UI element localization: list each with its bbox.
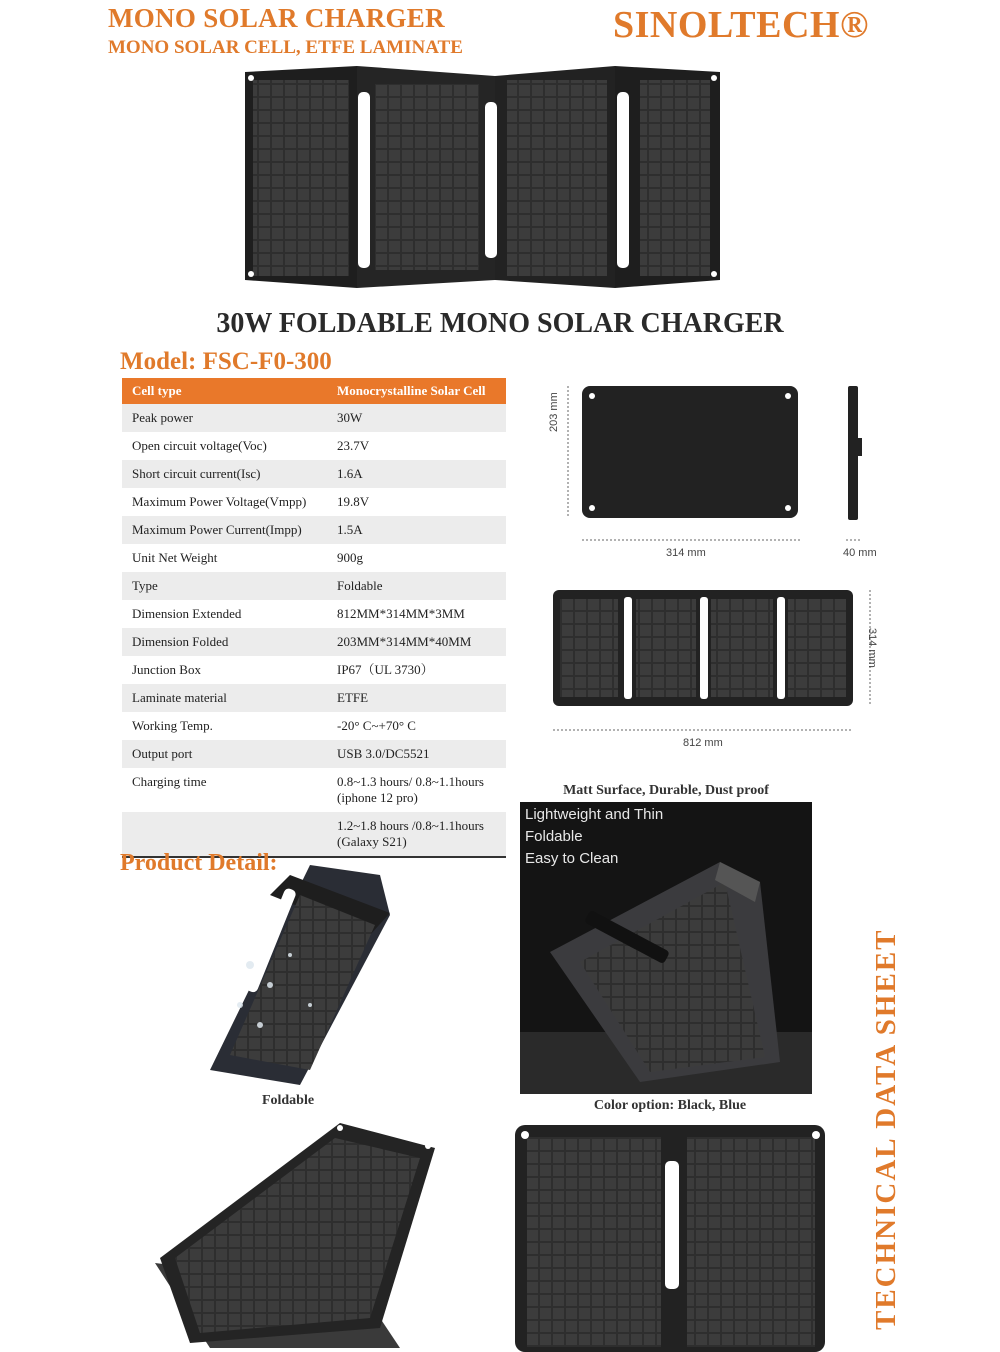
spec-row	[122, 572, 506, 600]
spec-key: Maximum Power Voltage(Vmpp)	[122, 488, 327, 516]
spec-key: Dimension Extended	[122, 600, 327, 628]
spec-value: -20° C~+70° C	[327, 712, 506, 740]
spec-header-key: Cell type	[122, 378, 327, 404]
spec-row	[122, 740, 506, 768]
spec-row	[122, 712, 506, 740]
spec-header-row	[122, 378, 506, 404]
product-detail-heading: Product Detail:	[120, 850, 278, 876]
spec-row	[122, 488, 506, 516]
spec-key: Laminate material	[122, 684, 327, 712]
spec-row	[122, 768, 506, 812]
spec-key: Short circuit current(Isc)	[122, 460, 327, 488]
matt-surface-photo	[520, 802, 812, 1094]
spec-value: 1.2~1.8 hours /0.8~1.1hours (Galaxy S21)	[327, 812, 506, 857]
caption-matt-surface: Matt Surface, Durable, Dust proof	[563, 783, 769, 798]
folded-dimension-drawing	[548, 378, 893, 563]
model-label: Model: FSC-F0-300	[120, 348, 332, 375]
folded-width-label: 314 mm	[666, 547, 706, 559]
spec-value: 30W	[327, 404, 506, 432]
extended-width-label: 812 mm	[683, 737, 723, 749]
spec-row	[122, 404, 506, 432]
spec-value: ETFE	[327, 684, 506, 712]
spec-key: Junction Box	[122, 656, 327, 684]
spec-key: Working Temp.	[122, 712, 327, 740]
spec-key: Maximum Power Current(Impp)	[122, 516, 327, 544]
spec-key: Type	[122, 572, 327, 600]
unfolded-charger-image	[245, 58, 720, 294]
spec-row	[122, 516, 506, 544]
spec-header-value: Monocrystalline Solar Cell	[327, 378, 506, 404]
header-subtitle: MONO SOLAR CELL, ETFE LAMINATE	[108, 37, 463, 58]
spec-row	[122, 628, 506, 656]
spec-key: Dimension Folded	[122, 628, 327, 656]
caption-color-option: Color option: Black, Blue	[593, 1098, 747, 1113]
folded-panel-front	[582, 386, 798, 518]
spec-key: Output port	[122, 740, 327, 768]
spec-value: 900g	[327, 544, 506, 572]
folded-thickness-label: 40 mm	[843, 547, 877, 559]
spec-row	[122, 432, 506, 460]
spec-row	[122, 460, 506, 488]
folded-panel-side	[848, 386, 858, 520]
spec-value: 19.8V	[327, 488, 506, 516]
spec-row	[122, 684, 506, 712]
panel-group	[245, 66, 720, 288]
extended-dimension-drawing	[548, 585, 893, 745]
spec-row	[122, 544, 506, 572]
spec-value: IP67（UL 3730）	[327, 656, 506, 684]
spec-table	[122, 378, 506, 858]
feature-easy-clean: Easy to Clean	[525, 850, 619, 867]
technical-data-sheet-label: TECHNICAL DATA SHEET	[870, 928, 902, 1330]
feature-lightweight: Lightweight and Thin	[525, 806, 664, 823]
spec-value: Foldable	[327, 572, 506, 600]
spec-key: Open circuit voltage(Voc)	[122, 432, 327, 460]
color-option-photo	[513, 1125, 828, 1352]
spec-key: Peak power	[122, 404, 327, 432]
spec-value: USB 3.0/DC5521	[327, 740, 506, 768]
spec-value: 1.6A	[327, 460, 506, 488]
caption-foldable: Foldable	[261, 1093, 315, 1108]
spec-key: Charging time	[122, 768, 327, 812]
feature-foldable: Foldable	[525, 828, 583, 845]
spec-value: 23.7V	[327, 432, 506, 460]
spec-value: 1.5A	[327, 516, 506, 544]
brand-logo: SINOLTECH®	[613, 4, 869, 46]
water-splash-photo	[170, 855, 395, 1090]
main-title: 30W FOLDABLE MONO SOLAR CHARGER	[216, 308, 784, 339]
spec-value: 0.8~1.3 hours/ 0.8~1.1hours (iphone 12 pro)	[327, 768, 506, 812]
spec-row	[122, 600, 506, 628]
folded-height-label: 203 mm	[548, 392, 560, 432]
spec-value: 203MM*314MM*40MM	[327, 628, 506, 656]
extended-height-label: 314 mm	[866, 628, 878, 668]
open-charger-photo	[150, 1118, 440, 1348]
spec-value: 812MM*314MM*3MM	[327, 600, 506, 628]
spec-row	[122, 656, 506, 684]
spec-key: Unit Net Weight	[122, 544, 327, 572]
header-title: MONO SOLAR CHARGER	[108, 3, 445, 33]
